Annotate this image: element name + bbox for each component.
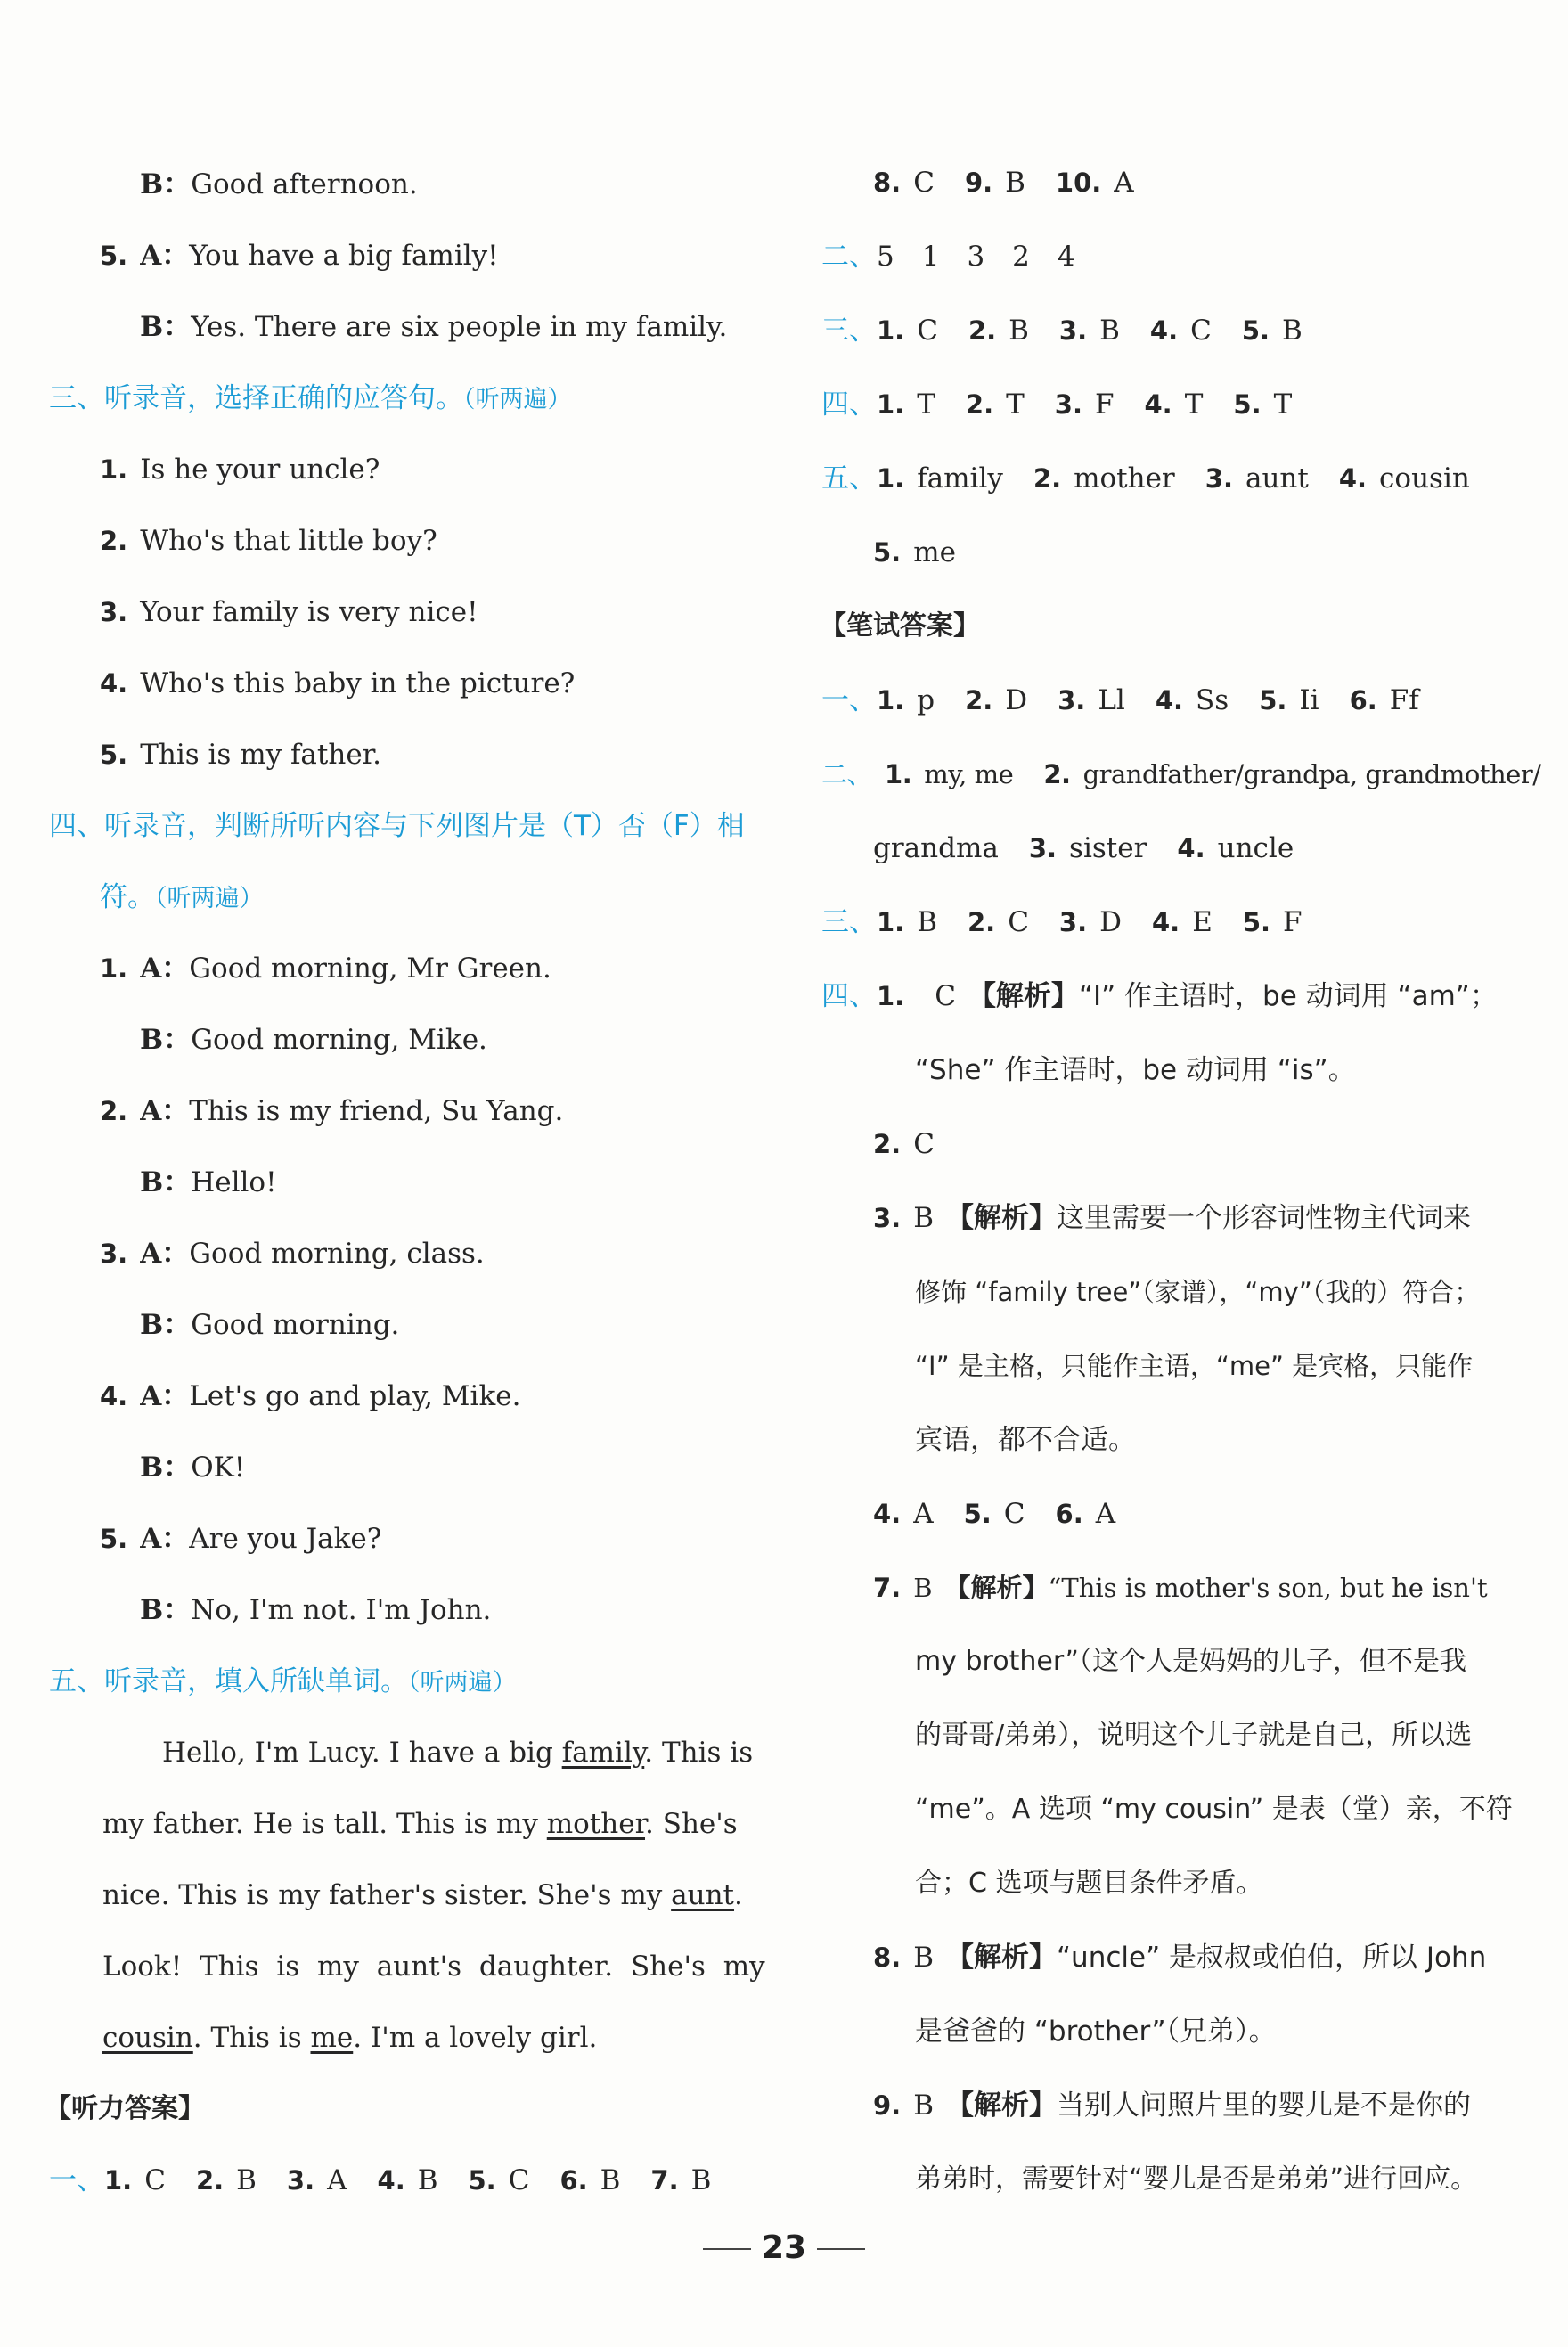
answer-row: 4. A 5. C 6. A (873, 1498, 1116, 1530)
dialogue-line: 5. A：Are you Jake? (100, 1523, 382, 1555)
answer-row: 四、1. T 2. T 3. F 4. T 5. T (821, 388, 1293, 421)
section-4-heading-cont: 符。（听两遍） (100, 881, 264, 913)
passage-line: nice. This is my father's sister. She's my aunt. (102, 1879, 743, 1911)
answer-explanation: 8. B 【解析】“uncle” 是叔叔或伯伯，所以 John (873, 1942, 1487, 1974)
answer-explanation: 3. B 【解析】这里需要一个形容词性物主代词来 (873, 1202, 1471, 1234)
list-item: 5. This is my father. (100, 739, 381, 771)
answer-row: 二、5 1 3 2 4 (821, 241, 1075, 273)
dialogue-line: B：Good morning, Mike. (140, 1024, 487, 1056)
answer-row: 8. C 9. B 10. A (873, 167, 1134, 199)
answer-row: grandma 3. sister 4. uncle (873, 832, 1294, 864)
dialogue-line: B：Good afternoon. (140, 168, 418, 200)
dialogue-line: 2. A：This is my friend, Su Yang. (100, 1095, 564, 1127)
explanation-line: “She” 作主语时，be 动词用 “is”。 (915, 1054, 1356, 1086)
written-answers-heading: 【笔试答案】 (820, 610, 980, 642)
dialogue-line: 3. A：Good morning, class. (100, 1238, 485, 1270)
passage-line: Look! This is my aunt's daughter. She's my (102, 1950, 765, 1983)
dialogue-line: 5. A：You have a big family! (100, 240, 499, 272)
explanation-line: 合；C 选项与题目条件矛盾。 (915, 1868, 1263, 1899)
listening-answers-heading: 【听力答案】 (45, 2093, 205, 2124)
page-number: 23 (0, 2229, 1568, 2266)
section-4-heading: 四、听录音，判断所听内容与下列图片是（T）否（F）相 (49, 810, 745, 842)
explanation-line: 宾语，都不合适。 (915, 1424, 1136, 1456)
answer-row: 三、1. C 2. B 3. B 4. C 5. B (821, 315, 1303, 347)
explanation-line: “I” 是主格，只能作主语，“me” 是宾格，只能作 (915, 1351, 1474, 1381)
answer-row: 2. C (873, 1128, 935, 1160)
dialogue-line: B：Yes. There are six people in my family. (140, 311, 728, 343)
dialogue-line: 1. A：Good morning, Mr Green. (100, 953, 551, 985)
explanation-line: 弟弟时，需要针对“婴儿是否是弟弟”进行回应。 (915, 2163, 1478, 2195)
list-item: 2. Who's that little boy? (100, 525, 437, 557)
list-item: 4. Who's this baby in the picture? (100, 667, 576, 699)
explanation-line: “me”。A 选项 “my cousin” 是表（堂）亲，不符 (915, 1794, 1513, 1825)
explanation-line: 是爸爸的 “brother”（兄弟）。 (915, 2016, 1277, 2048)
list-item: 1. Is he your uncle? (100, 454, 380, 486)
dialogue-line: 4. A：Let's go and play, Mike. (100, 1380, 521, 1412)
answer-explanation: 四、1. C 【解析】“I” 作主语时，be 动词用 “am”； (821, 980, 1498, 1012)
answer-row: 五、1. family 2. mother 3. aunt 4. cousin (821, 462, 1470, 495)
dialogue-line: B：No, I'm not. I'm John. (140, 1594, 492, 1626)
dialogue-line: B：Hello! (140, 1166, 277, 1198)
section-5-heading: 五、听录音，填入所缺单词。（听两遍） (49, 1665, 517, 1697)
answer-explanation: 7. B 【解析】“This is mother's son, but he isn't (873, 1573, 1488, 1603)
answer-row: 一、1. C 2. B 3. A 4. B 5. C 6. B 7. B (49, 2164, 712, 2196)
answer-explanation: 9. B 【解析】当别人问照片里的婴儿是不是你的 (873, 2089, 1471, 2122)
answer-row: 一、1. p 2. D 3. Ll 4. Ss 5. Ii 6. Ff (821, 684, 1419, 716)
explanation-line: my brother”（这个人是妈妈的儿子，但不是我 (915, 1646, 1466, 1677)
dialogue-line: B：OK! (140, 1452, 246, 1484)
passage-line: my father. He is tall. This is my mother. She's (102, 1808, 738, 1840)
passage-line: cousin. This is me. I'm a lovely girl. (102, 2022, 598, 2054)
explanation-line: 的哥哥/弟弟），说明这个儿子就是自己，所以选 (915, 1720, 1473, 1751)
dialogue-line: B：Good morning. (140, 1309, 400, 1341)
section-3-heading: 三、听录音，选择正确的应答句。（听两遍） (49, 382, 572, 414)
passage-line: Hello, I'm Lucy. I have a big family. This is (162, 1737, 754, 1769)
answer-row: 二、 1. my, me 2. grandfather/grandpa, grandmother/ (821, 759, 1541, 789)
answer-row: 三、1. B 2. C 3. D 4. E 5. F (821, 906, 1303, 938)
list-item: 3. Your family is very nice! (100, 596, 478, 628)
answer-row: 5. me (873, 536, 956, 568)
explanation-line: 修饰 “family tree”（家谱），“my”（我的）符合； (915, 1277, 1481, 1307)
